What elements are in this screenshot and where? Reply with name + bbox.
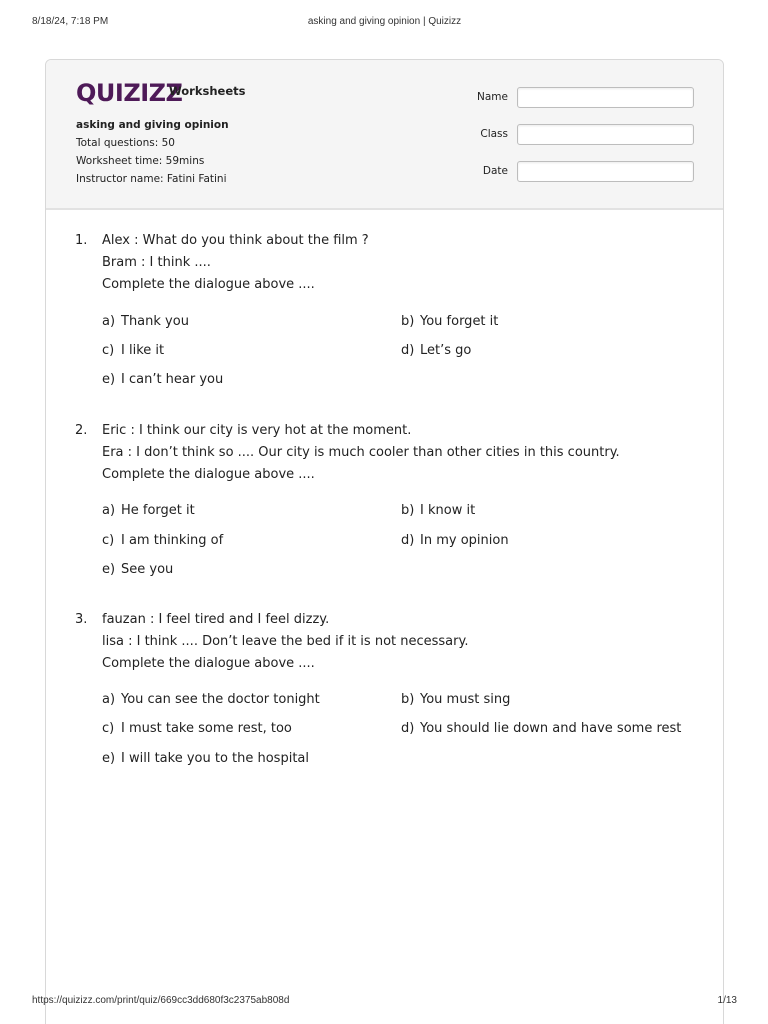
option-a [102, 692, 320, 707]
worksheet-title: asking and giving opinion [76, 119, 229, 131]
name-field[interactable] [517, 87, 694, 108]
question-number: 1. [75, 233, 88, 248]
option-letter: b) [401, 503, 415, 518]
option-e [102, 372, 223, 387]
option-text: You must sing [420, 692, 511, 707]
name-label: Name [477, 91, 508, 103]
option-d [401, 721, 681, 736]
logo-subtitle: Worksheets [169, 84, 246, 98]
option-text: I can’t hear you [121, 372, 224, 387]
question-text-line: lisa : I think .... Don’t leave the bed if it is not necessary. [102, 634, 469, 649]
option-a [102, 314, 189, 329]
option-b [401, 692, 510, 707]
question-text-line: Alex : What do you think about the film ? [102, 233, 369, 248]
option-e [102, 751, 309, 766]
instructor-name: Instructor name: Fatini Fatini [76, 173, 227, 185]
question-instruction: Complete the dialogue above .... [102, 656, 315, 671]
page-number: 1/13 [717, 995, 737, 1006]
question-text-line: fauzan : I feel tired and I feel dizzy. [102, 612, 330, 627]
option-letter: c) [102, 533, 115, 548]
option-letter: a) [102, 314, 116, 329]
option-letter: e) [102, 751, 116, 766]
worksheet-card [45, 59, 724, 1024]
option-text: I will take you to the hospital [121, 751, 309, 766]
question-number: 3. [75, 612, 88, 627]
option-text: I know it [420, 503, 476, 518]
option-text: You should lie down and have some rest [420, 721, 682, 736]
question-instruction: Complete the dialogue above .... [102, 467, 315, 482]
option-d [401, 533, 509, 548]
quizizz-logo: QUIZIZZ [76, 79, 183, 107]
option-b [401, 503, 475, 518]
option-text: I like it [121, 343, 165, 358]
option-letter: c) [102, 721, 115, 736]
question-text-line: Bram : I think .... [102, 255, 211, 270]
option-text: He forget it [121, 503, 195, 518]
option-text: In my opinion [420, 533, 509, 548]
option-text: Let’s go [420, 343, 472, 358]
option-c [102, 721, 292, 736]
print-page-title: asking and giving opinion | Quizizz [307, 16, 462, 27]
question-number: 2. [75, 423, 88, 438]
worksheet-time: Worksheet time: 59mins [76, 155, 205, 167]
worksheet-header [46, 60, 723, 210]
option-letter: c) [102, 343, 115, 358]
option-text: See you [121, 562, 174, 577]
option-text: You forget it [420, 314, 499, 329]
option-e [102, 562, 173, 577]
option-letter: a) [102, 503, 116, 518]
option-letter: d) [401, 343, 415, 358]
question-instruction: Complete the dialogue above .... [102, 277, 315, 292]
option-letter: b) [401, 692, 415, 707]
option-c [102, 533, 223, 548]
print-url[interactable]: https://quizizz.com/print/quiz/669cc3dd680f3c2375ab808d [32, 995, 290, 1006]
option-text: I am thinking of [121, 533, 224, 548]
option-a [102, 503, 195, 518]
option-letter: a) [102, 692, 116, 707]
option-letter: d) [401, 533, 415, 548]
option-c [102, 343, 164, 358]
option-letter: e) [102, 372, 116, 387]
class-field[interactable] [517, 124, 694, 145]
option-text: You can see the doctor tonight [121, 692, 320, 707]
option-d [401, 343, 471, 358]
option-letter: e) [102, 562, 116, 577]
question-text-line: Era : I don’t think so .... Our city is much cooler than other cities in this country. [102, 445, 620, 460]
class-label: Class [480, 128, 508, 140]
print-timestamp: 8/18/24, 7:18 PM [32, 16, 109, 27]
date-label: Date [482, 165, 508, 177]
option-b [401, 314, 498, 329]
option-letter: d) [401, 721, 415, 736]
option-letter: b) [401, 314, 415, 329]
total-questions: Total questions: 50 [76, 137, 175, 149]
option-text: Thank you [121, 314, 189, 329]
option-text: I must take some rest, too [121, 721, 292, 736]
date-field[interactable] [517, 161, 694, 182]
question-text-line: Eric : I think our city is very hot at the moment. [102, 423, 412, 438]
